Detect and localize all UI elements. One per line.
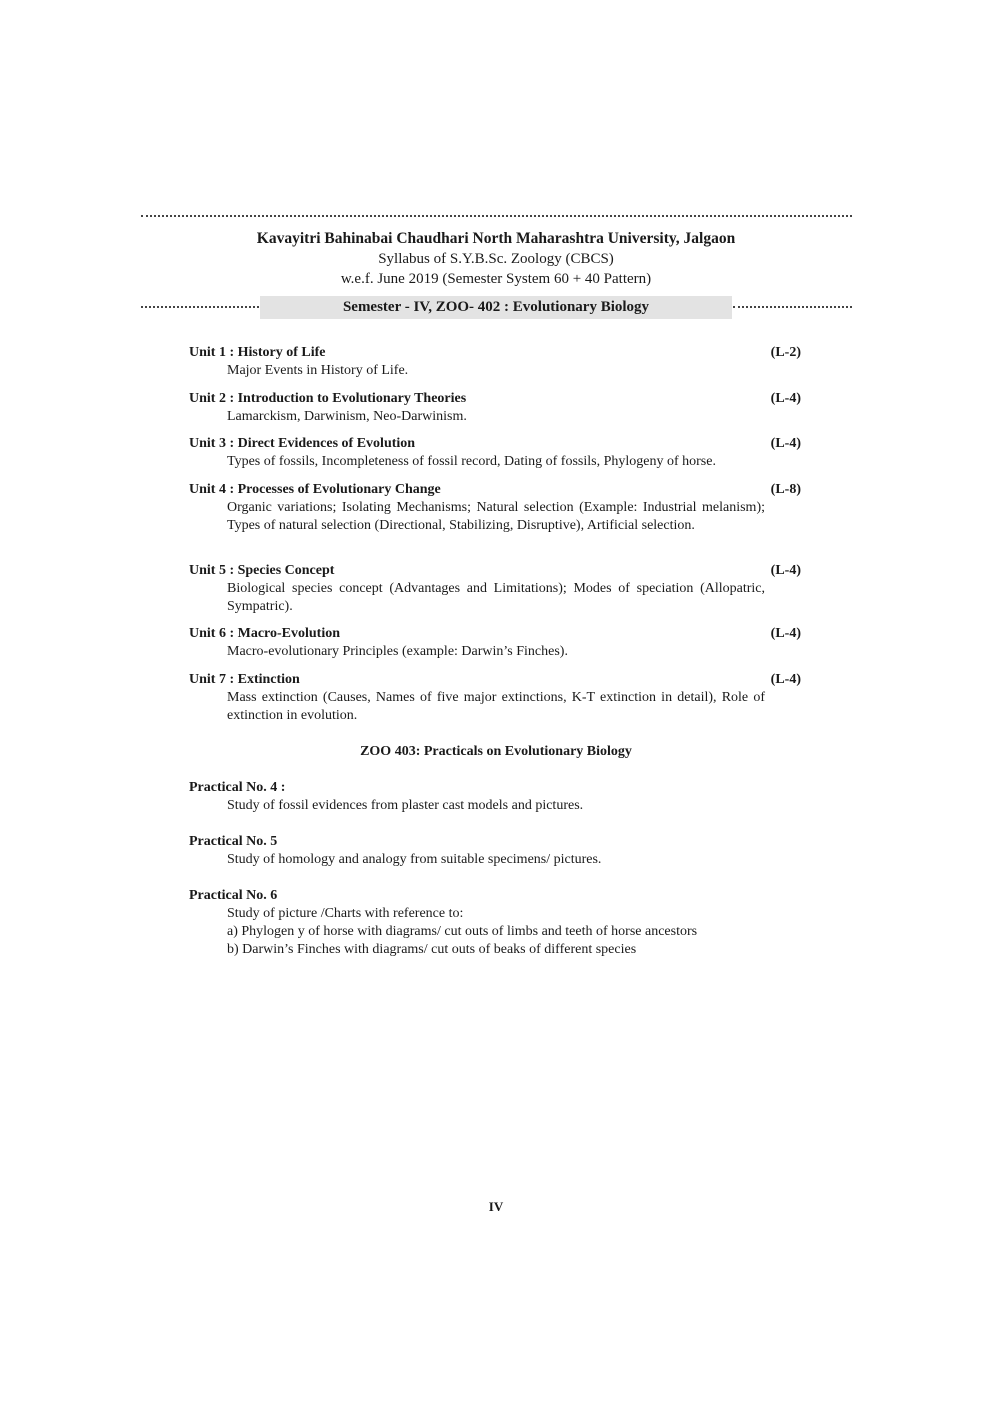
unit-block	[189, 625, 801, 661]
unit-content: Types of fossils, Incompleteness of fossil record, Dating of fossils, Phylogeny of horse.	[227, 454, 716, 469]
unit-content: Macro-evolutionary Principles (example: Darwin’s Finches).	[227, 644, 568, 659]
effective-date: w.e.f. June 2019 (Semester System 60 + 40 Pattern)	[340, 271, 652, 287]
unit-block	[189, 344, 801, 380]
practical-line: a) Phylogen y of horse with diagrams/ cut outs of limbs and teeth of horse ancestors	[227, 924, 698, 939]
header-left-rule	[141, 306, 259, 308]
unit-title: Unit 4 : Processes of Evolutionary Change	[189, 482, 441, 497]
practical-block	[189, 833, 601, 869]
unit-content: Biological species concept (Advantages and Limitations); Modes of speciation (Allopatric, Sympatric).	[227, 581, 765, 614]
unit-title: Unit 3 : Direct Evidences of Evolution	[189, 436, 416, 451]
unit-block	[189, 481, 801, 535]
unit-lectures: (L-2)	[770, 345, 801, 360]
header-right-rule	[733, 306, 852, 308]
unit-content: Lamarckism, Darwinism, Neo-Darwinism.	[227, 409, 467, 424]
practical-line: Study of picture /Charts with reference to:	[227, 906, 464, 921]
unit-block	[189, 671, 801, 725]
unit-block	[189, 562, 801, 616]
unit-title: Unit 5 : Species Concept	[189, 563, 335, 578]
unit-title: Unit 6 : Macro-Evolution	[189, 626, 341, 641]
unit-lectures: (L-8)	[770, 482, 801, 497]
unit-block	[189, 390, 801, 426]
syllabus-title: Syllabus of S.Y.B.Sc. Zoology (CBCS)	[378, 251, 614, 267]
practical-line: b) Darwin’s Finches with diagrams/ cut outs of beaks of different species	[227, 942, 637, 957]
unit-title: Unit 2 : Introduction to Evolutionary Theories	[189, 391, 467, 406]
unit-content: Major Events in History of Life.	[227, 363, 409, 378]
practical-block	[189, 779, 583, 815]
unit-title: Unit 7 : Extinction	[189, 672, 300, 687]
unit-lectures: (L-4)	[770, 626, 801, 641]
unit-lectures: (L-4)	[770, 436, 801, 451]
unit-title: Unit 1 : History of Life	[189, 345, 326, 360]
unit-lectures: (L-4)	[770, 391, 801, 406]
unit-content: Organic variations; Isolating Mechanisms; Natural selection (Example: Industrial melanism); Types of natural selection (Directional, Stabilizing, Disruptive), Artificial selection.	[227, 500, 765, 533]
unit-lectures: (L-4)	[770, 672, 801, 687]
page-number: IV	[488, 1199, 504, 1214]
practical-title: Practical No. 6	[189, 888, 278, 903]
practical-block	[189, 887, 697, 959]
semester-title: Semester - IV, ZOO- 402 : Evolutionary Biology	[260, 296, 732, 319]
practical-title: Practical No. 5	[189, 834, 278, 849]
practical-title: Practical No. 4 :	[189, 780, 286, 795]
practicals-title: ZOO 403: Practicals on Evolutionary Biology	[360, 744, 632, 759]
practical-line: Study of fossil evidences from plaster cast models and pictures.	[227, 798, 584, 813]
university-name: Kavayitri Bahinabai Chaudhari North Maharashtra University, Jalgaon	[256, 230, 736, 247]
unit-block	[189, 435, 801, 471]
unit-lectures: (L-4)	[770, 563, 801, 578]
practical-line: Study of homology and analogy from suitable specimens/ pictures.	[227, 852, 602, 867]
header-top-rule	[141, 215, 852, 217]
unit-content: Mass extinction (Causes, Names of five major extinctions, K-T extinction in detail), Role of extinction in evolution.	[227, 690, 765, 723]
